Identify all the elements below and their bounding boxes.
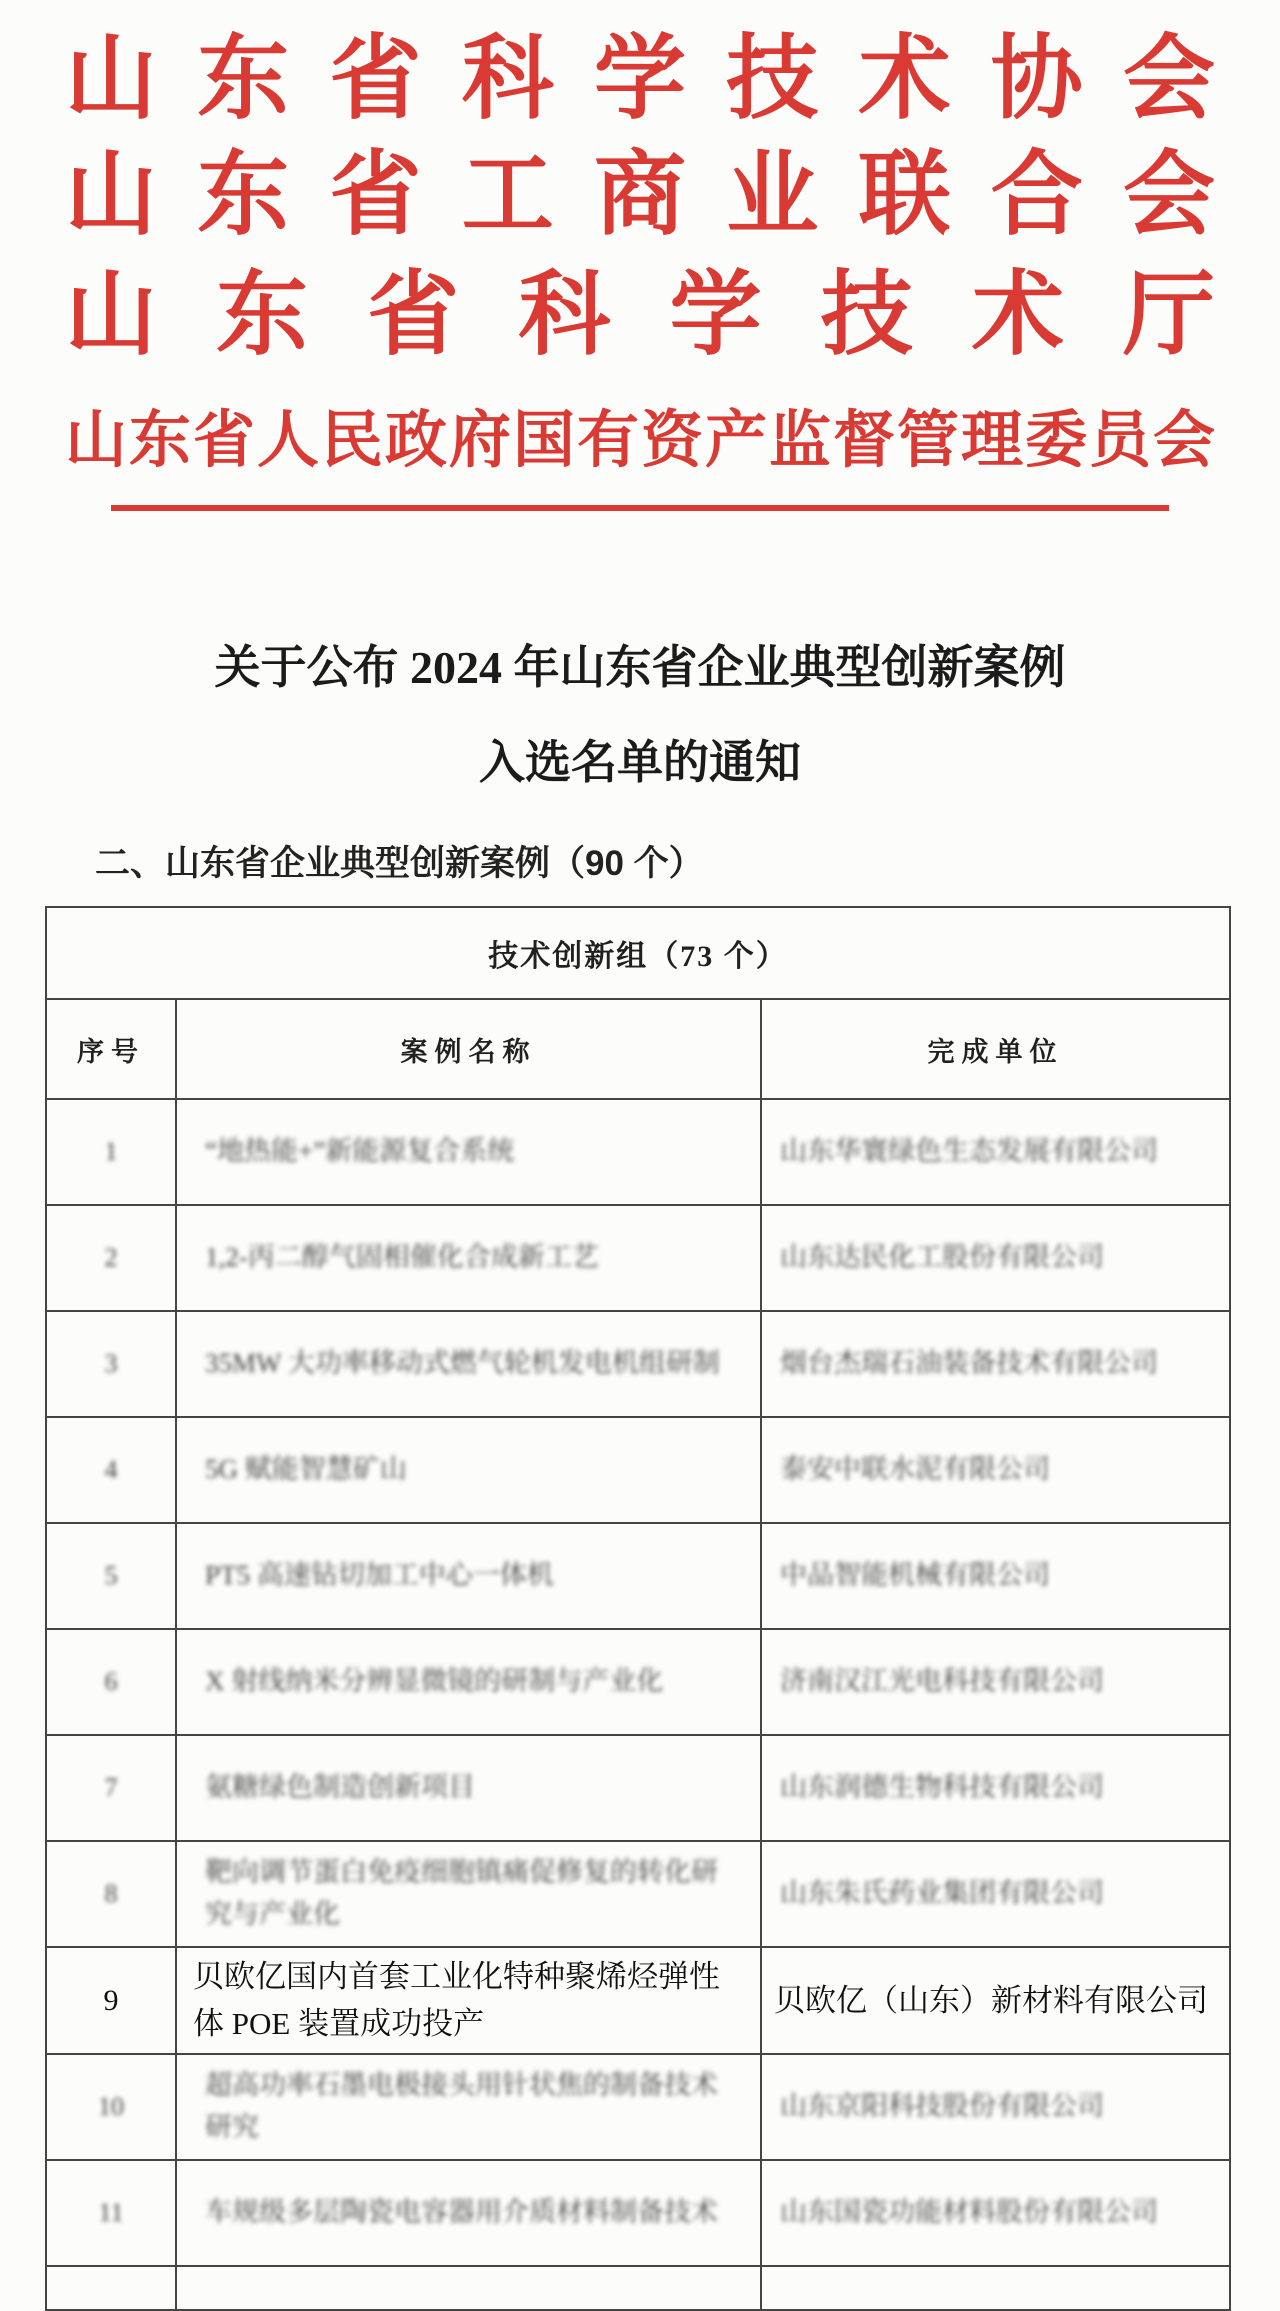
table-row bbox=[46, 1311, 1230, 1417]
column-header-organization: 完成单位 bbox=[761, 999, 1230, 1099]
table-row-highlighted bbox=[46, 1947, 1230, 2054]
case-name: “地热能+”新能源复合系统 bbox=[205, 1136, 515, 1167]
table-row bbox=[46, 1841, 1230, 1947]
row-number: 1 bbox=[104, 1137, 118, 1167]
case-name: X 射线纳米分辨显微镜的研制与产业化 bbox=[205, 1666, 664, 1697]
table-row bbox=[46, 1629, 1230, 1735]
section-heading: 二、山东省企业典型创新案例（90 个） bbox=[95, 844, 704, 884]
red-divider-rule bbox=[111, 505, 1169, 511]
table-row bbox=[46, 1099, 1230, 1205]
row-number: 5 bbox=[104, 1561, 118, 1591]
organization: 山东达民化工股份有限公司 bbox=[780, 1242, 1104, 1273]
letterhead bbox=[0, 0, 1280, 511]
row-number: 11 bbox=[98, 2198, 124, 2228]
case-name: 超高功率石墨电极接头用针状焦的制备技术研究 bbox=[205, 2070, 718, 2143]
letterhead-line-4: 山东省人民政府国有资产监督管理委员会 bbox=[65, 407, 1215, 475]
table-row bbox=[46, 2160, 1230, 2266]
innovation-cases-table bbox=[45, 906, 1231, 2311]
letterhead-line-2: 山东省工商业联合会 bbox=[65, 144, 1215, 246]
row-number: 4 bbox=[104, 1455, 118, 1485]
table-row bbox=[46, 1205, 1230, 1311]
organization: 中品智能机械有限公司 bbox=[780, 1560, 1050, 1591]
table-row bbox=[46, 1523, 1230, 1629]
organization: 泰安中联水泥有限公司 bbox=[780, 1454, 1050, 1485]
organization: 山东国瓷功能材料股份有限公司 bbox=[780, 2197, 1158, 2228]
table-row bbox=[46, 1417, 1230, 1523]
case-name: 贝欧亿国内首套工业化特种聚烯烃弹性体 POE 装置成功投产 bbox=[193, 1959, 720, 2041]
letterhead-line-1: 山东省科学技术协会 bbox=[65, 28, 1215, 130]
organization: 山东润德生物科技有限公司 bbox=[780, 1772, 1104, 1803]
document-title-line-2: 入选名单的通知 bbox=[479, 737, 801, 789]
table-row bbox=[46, 2054, 1230, 2160]
case-name: 车规级多层陶瓷电容器用介质材料制备技术 bbox=[205, 2197, 718, 2228]
column-header-case-name: 案例名称 bbox=[176, 999, 761, 1099]
organization: 山东京阳科技股份有限公司 bbox=[780, 2091, 1104, 2122]
case-name: PT5 高速钻切加工中心一体机 bbox=[205, 1560, 554, 1591]
row-number: 6 bbox=[104, 1667, 118, 1697]
organization: 烟台杰瑞石油装备技术有限公司 bbox=[780, 1348, 1158, 1379]
document-title-line-1: 关于公布 2024 年山东省企业典型创新案例 bbox=[214, 642, 1066, 694]
table-column-header-row bbox=[46, 999, 1230, 1099]
organization: 济南汉江光电科技有限公司 bbox=[780, 1666, 1104, 1697]
table-group-header: 技术创新组（73 个） bbox=[46, 907, 1230, 999]
row-number: 8 bbox=[104, 1879, 118, 1909]
table-group-header-row bbox=[46, 907, 1230, 999]
case-name: 35MW 大功率移动式燃气轮机发电机组研制 bbox=[205, 1348, 720, 1379]
organization: 山东华寰绿色生态发展有限公司 bbox=[780, 1136, 1158, 1167]
organization: 山东朱氏药业集团有限公司 bbox=[780, 1878, 1104, 1909]
organization: 贝欧亿（山东）新材料有限公司 bbox=[774, 1982, 1208, 2018]
table-row-partial bbox=[46, 2266, 1230, 2310]
letterhead-line-3: 山东省科学技术厅 bbox=[65, 264, 1215, 366]
row-number: 10 bbox=[98, 2092, 124, 2122]
column-header-index: 序号 bbox=[46, 999, 176, 1099]
case-name: 靶向调节蛋白免疫细胞镇痛促修复的转化研究与产业化 bbox=[205, 1857, 718, 1930]
row-number: 2 bbox=[104, 1243, 118, 1273]
row-number: 3 bbox=[104, 1349, 118, 1379]
table-row bbox=[46, 1735, 1230, 1841]
case-name: 1,2-丙二醇气固相催化合成新工艺 bbox=[205, 1242, 599, 1273]
row-number: 9 bbox=[103, 1983, 119, 2017]
case-name: 氨糖绿色制造创新项目 bbox=[205, 1772, 475, 1803]
row-number: 7 bbox=[104, 1773, 118, 1803]
case-name: 5G 赋能智慧矿山 bbox=[205, 1454, 407, 1485]
